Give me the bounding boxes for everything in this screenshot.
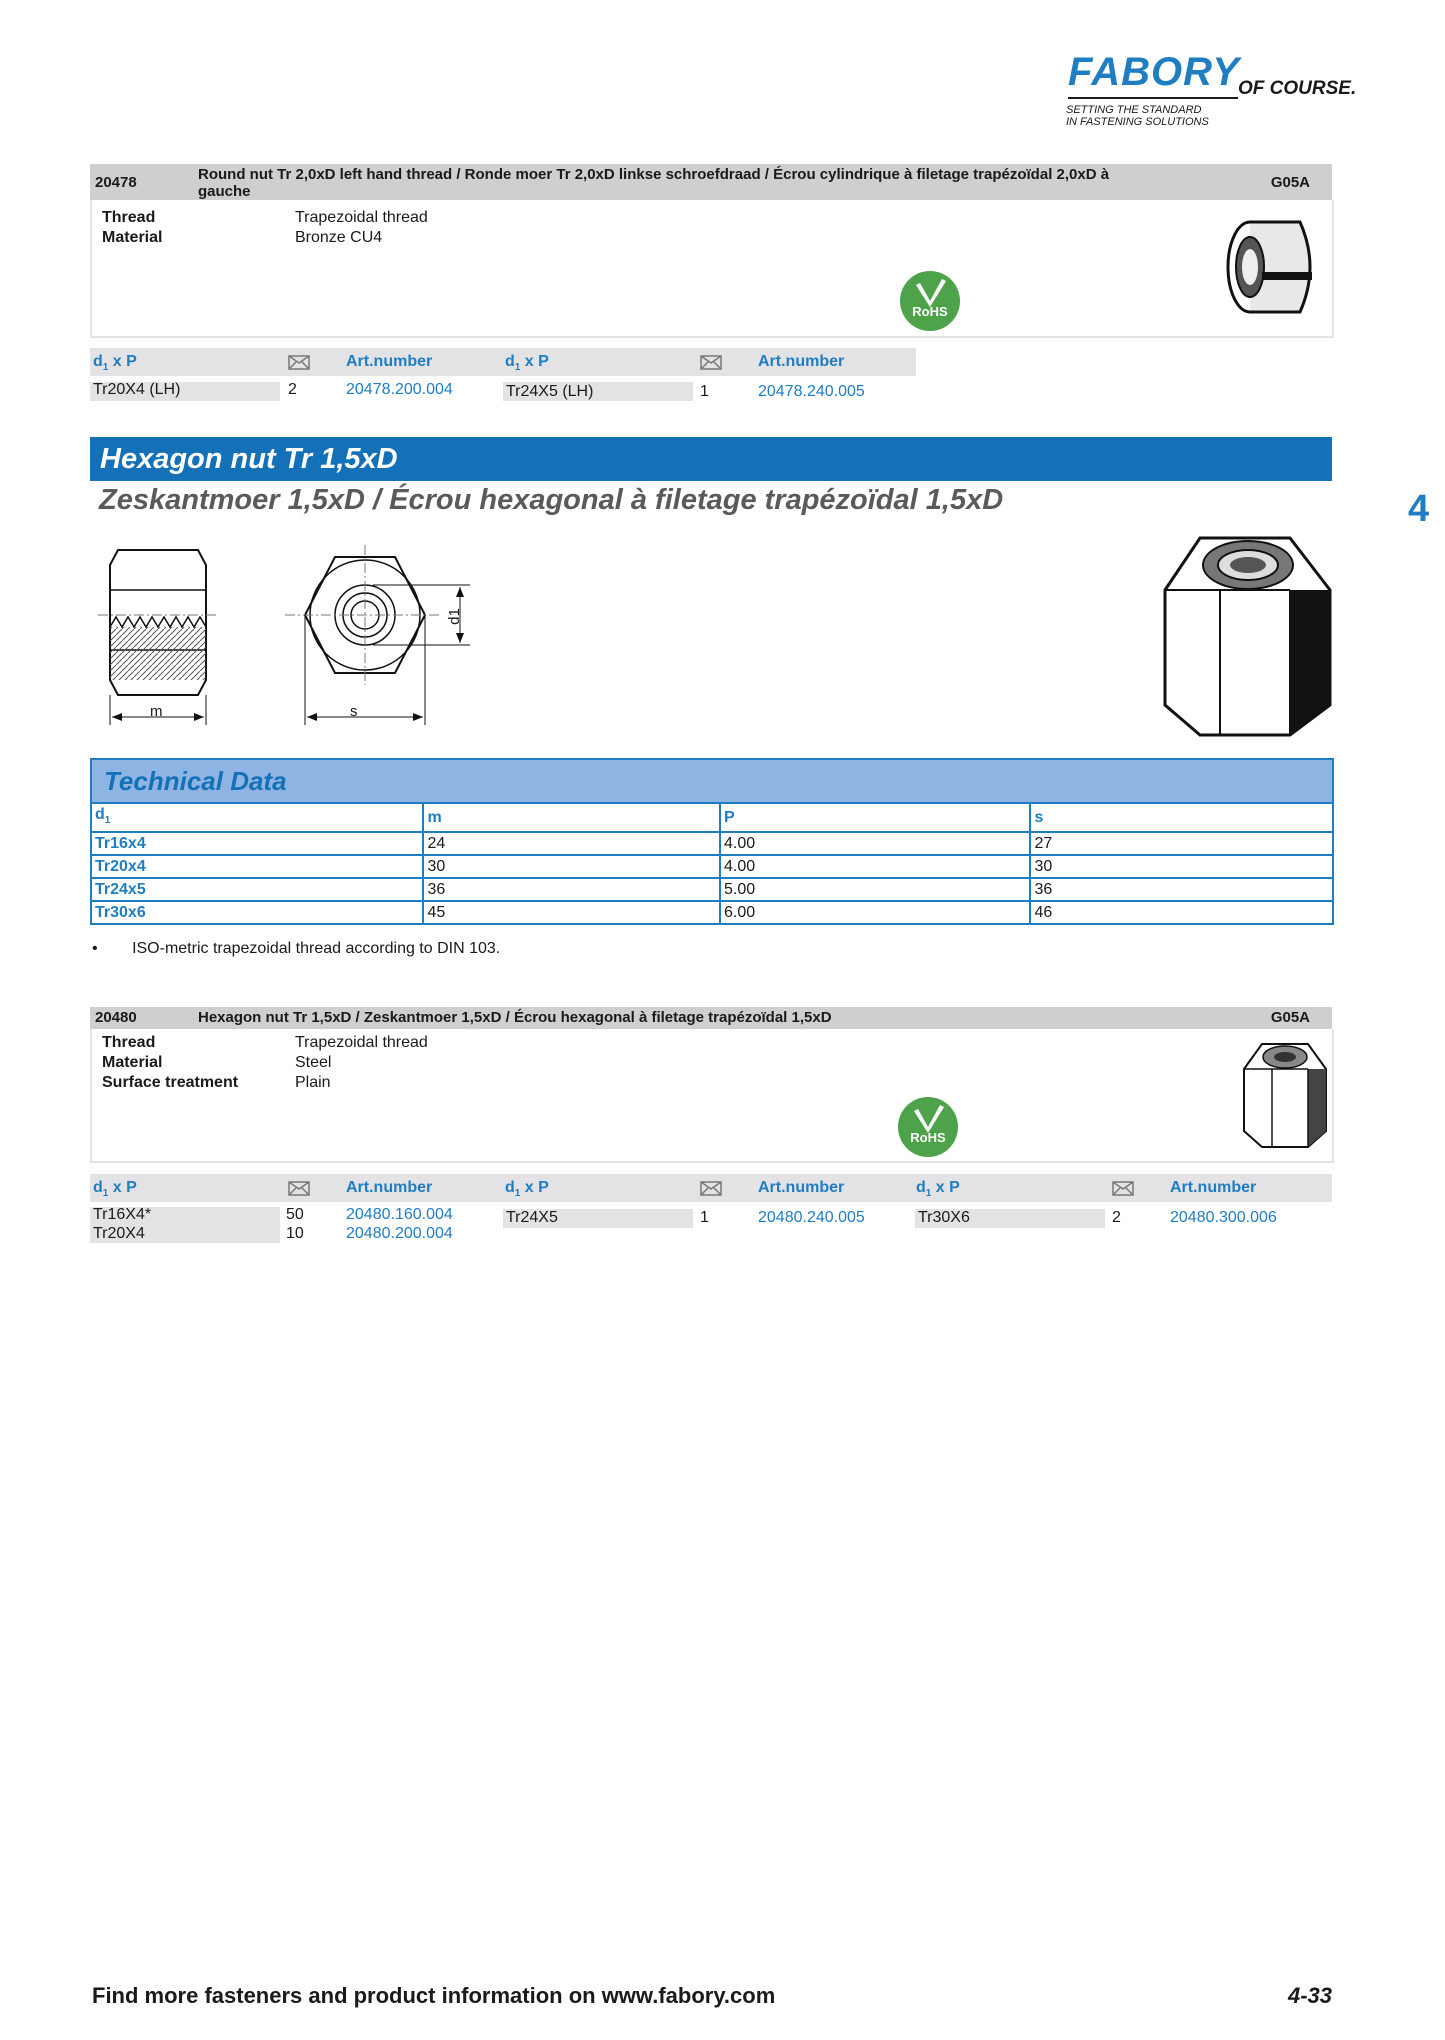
product-group: G05A: [1270, 1009, 1310, 1026]
section-subtitle: Zeskantmoer 1,5xD / Écrou hexagonal à filetage trapézoïdal 1,5xD: [99, 484, 1004, 516]
section-banner: [90, 437, 1332, 481]
page-number: 4-33: [1288, 1983, 1333, 2008]
dimension-d1-label: d1: [445, 608, 463, 625]
header-s: s: [1030, 803, 1333, 832]
rohs-badge: [898, 1097, 958, 1157]
cell-s: 46: [1030, 901, 1333, 924]
art-number-header: Art.number: [346, 1179, 433, 1196]
art-number-link[interactable]: 20478.240.005: [758, 383, 865, 400]
side-view-drawing: [98, 545, 228, 730]
cell-p: 4.00: [720, 855, 1031, 878]
checkmark-icon: [898, 1097, 958, 1157]
art-number-header: Art.number: [1170, 1179, 1257, 1196]
size-cell: Tr24X5 (LH): [506, 383, 594, 400]
order-table: [90, 1174, 1332, 1254]
qty-cell: 1: [700, 383, 709, 400]
product-group: G05A: [1270, 174, 1310, 191]
envelope-icon: [288, 355, 310, 370]
envelope-icon: [1112, 1181, 1134, 1196]
technical-data-title: Technical Data: [104, 766, 287, 796]
art-number-link[interactable]: 20480.300.006: [1170, 1209, 1277, 1226]
spec-value: Plain: [295, 1074, 331, 1091]
logo-tagline: [1066, 104, 1209, 128]
section-title: Hexagon nut Tr 1,5xD: [100, 443, 398, 475]
header-p: P: [720, 803, 1031, 832]
spec-label: Surface treatment: [102, 1074, 239, 1091]
spec-label: Thread: [102, 1034, 156, 1051]
rohs-label: RoHS: [912, 304, 948, 319]
spec-label: Material: [102, 1054, 163, 1071]
envelope-icon: [700, 1181, 722, 1196]
order-table-header: [90, 348, 916, 376]
cell-m: 36: [423, 878, 720, 901]
table-header-row: [91, 803, 1333, 832]
logo-tagline-2: IN FASTENING SOLUTIONS: [1066, 116, 1209, 128]
product-spec-box: [90, 200, 1334, 338]
rohs-badge: [900, 271, 960, 331]
art-number-header: Art.number: [758, 353, 845, 370]
size-header: $d_1$ x P: [505, 1179, 549, 1200]
cell-m: 30: [423, 855, 720, 878]
size-header: $d_1$ x P: [93, 353, 137, 374]
art-number-header: Art.number: [758, 1179, 845, 1196]
rohs-label: RoHS: [910, 1130, 946, 1145]
cell-p: 4.00: [720, 832, 1031, 855]
product-description-line-2: gauche: [198, 183, 251, 200]
spec-label: Thread: [102, 209, 156, 226]
hexagon-nut-thumbnail: [1240, 1039, 1330, 1151]
art-number-link[interactable]: 20480.240.005: [758, 1209, 865, 1226]
cell-d1: Tr16x4: [91, 832, 423, 855]
technical-data-header: [90, 758, 1334, 804]
envelope-icon: [288, 1181, 310, 1196]
product-spec-box: [90, 1029, 1334, 1163]
product-description-line-1: Round nut Tr 2,0xD left hand thread / Ronde moer Tr 2,0xD linkse schroefdraad / Écrou cylindrique à filetage trapézoïdal 2,0xD à: [198, 166, 1110, 183]
size-cell: Tr20X4: [93, 1225, 145, 1242]
art-number-link[interactable]: 20478.200.004: [346, 381, 453, 398]
cell-d1: Tr24x5: [91, 878, 423, 901]
spec-label: Material: [102, 229, 163, 246]
technical-note: [92, 940, 500, 958]
cell-p: 6.00: [720, 901, 1031, 924]
qty-cell: 10: [286, 1225, 304, 1242]
note-bullet: •: [92, 940, 98, 957]
cell-d1: Tr20x4: [91, 855, 423, 878]
cell-m: 45: [423, 901, 720, 924]
logo-tagline-1: SETTING THE STANDARD: [1066, 104, 1202, 116]
product-description: [198, 166, 1109, 200]
cell-s: 27: [1030, 832, 1333, 855]
technical-data-table: [90, 802, 1334, 925]
footer-text: Find more fasteners and product information on www.fabory.com: [92, 1983, 776, 2008]
spec-value: Trapezoidal thread: [295, 1034, 428, 1051]
qty-cell: 1: [700, 1209, 709, 1226]
size-cell: Tr16X4*: [93, 1206, 152, 1223]
product-code: 20480: [95, 1009, 137, 1026]
product-header: [90, 1007, 1332, 1029]
cell-m: 24: [423, 832, 720, 855]
envelope-icon: [700, 355, 722, 370]
logo-underline: [1068, 97, 1238, 99]
cell-s: 30: [1030, 855, 1333, 878]
art-number-link[interactable]: 20480.160.004: [346, 1206, 453, 1223]
size-header: $d_1$ x P: [505, 353, 549, 374]
size-cell: Tr20X4 (LH): [93, 381, 181, 398]
checkmark-icon: [900, 271, 960, 331]
product-header: [90, 164, 1332, 200]
cell-s: 36: [1030, 878, 1333, 901]
spec-value: Trapezoidal thread: [295, 209, 428, 226]
order-table: [90, 348, 916, 408]
dimension-m-label: m: [150, 703, 163, 720]
front-view-drawing: [285, 545, 480, 730]
table-row: [91, 855, 1333, 878]
round-nut-image: [1222, 212, 1322, 322]
dimension-s-label: s: [350, 703, 358, 720]
size-header: $d_1$ x P: [916, 1179, 960, 1200]
table-row: [91, 901, 1333, 924]
size-cell: Tr24X5: [506, 1209, 558, 1226]
header-m: m: [423, 803, 720, 832]
spec-value: Bronze CU4: [295, 229, 383, 246]
header-d1: $d_1$: [91, 803, 423, 832]
product-code: 20478: [95, 174, 137, 191]
cell-d1: Tr30x6: [91, 901, 423, 924]
chapter-number: 4: [1408, 488, 1430, 530]
cell-p: 5.00: [720, 878, 1031, 901]
qty-cell: 50: [286, 1206, 304, 1223]
table-row: [91, 878, 1333, 901]
size-cell: Tr30X6: [918, 1209, 970, 1226]
size-header: $d_1$ x P: [93, 1179, 137, 1200]
product-description: Hexagon nut Tr 1,5xD / Zeskantmoer 1,5xD / Écrou hexagonal à filetage trapézoïdal 1,5xD: [198, 1009, 832, 1026]
order-table-header: [90, 1174, 1332, 1202]
spec-value: Steel: [295, 1054, 332, 1071]
art-number-header: Art.number: [346, 353, 433, 370]
qty-cell: 2: [1112, 1209, 1121, 1226]
art-number-link[interactable]: 20480.200.004: [346, 1225, 453, 1242]
note-text: ISO-metric trapezoidal thread according to DIN 103.: [132, 940, 501, 957]
logo-brand: FABORY: [1068, 50, 1240, 94]
qty-cell: 2: [288, 381, 297, 398]
table-row: [91, 832, 1333, 855]
hexagon-nut-image: [1160, 530, 1335, 740]
logo-suffix: OF COURSE.: [1238, 78, 1357, 99]
